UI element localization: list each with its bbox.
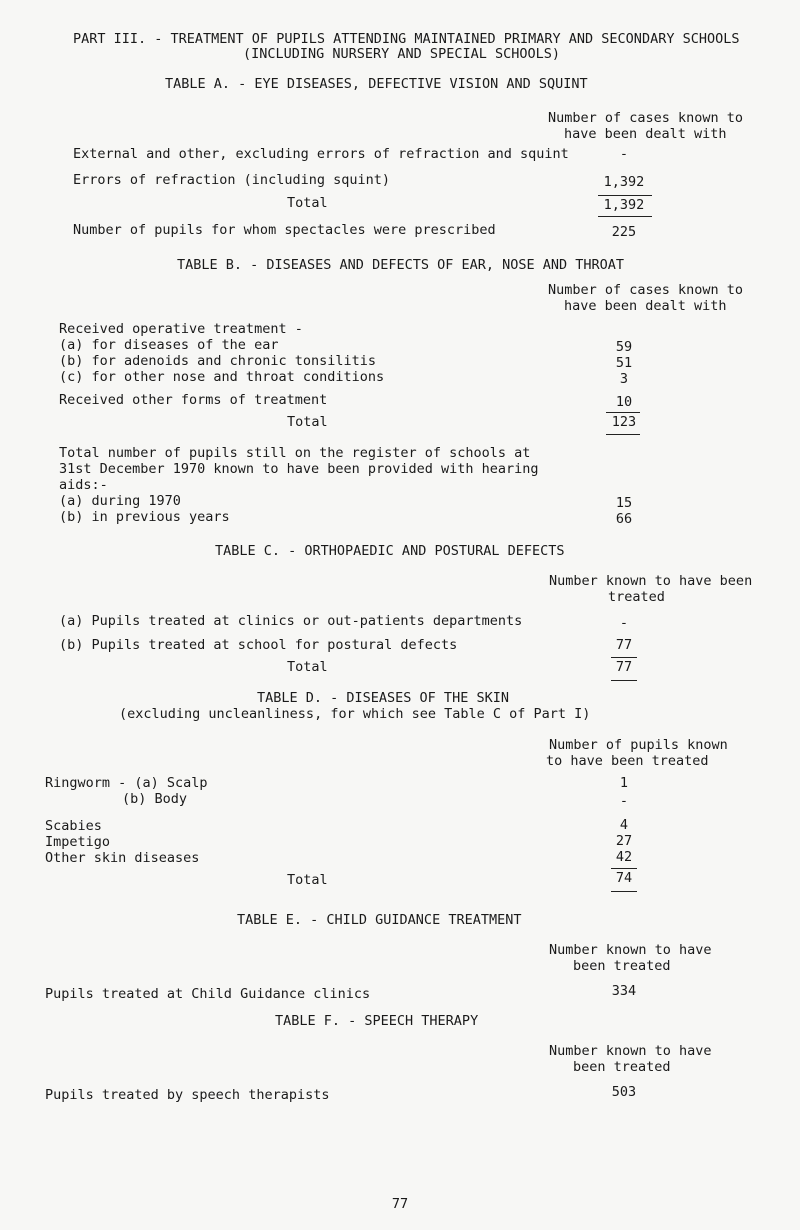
page-number: 77 <box>391 1196 409 1212</box>
table-c-row-label: (a) Pupils treated at clinics or out-patients departments <box>59 613 523 629</box>
table-b-hearing-text: Total number of pupils still on the register of schools at <box>59 445 531 461</box>
table-c-total-label: Total <box>287 659 328 675</box>
total-rule <box>611 657 637 658</box>
table-b-hearing-row-value: 66 <box>615 511 633 527</box>
table-e-title: TABLE E. - CHILD GUIDANCE TREATMENT <box>237 912 522 928</box>
table-d-row-label: Other skin diseases <box>45 850 200 866</box>
table-a-row-value: 1,392 <box>603 174 645 190</box>
total-rule <box>598 216 652 217</box>
table-b-hearing-text: aids:- <box>59 477 108 493</box>
table-e-row-value: 334 <box>611 983 637 999</box>
table-c-column-heading: treated <box>608 589 665 605</box>
table-b-hearing-row-value: 15 <box>615 495 633 511</box>
table-c-row-value: 77 <box>615 637 633 653</box>
table-a-row-value: - <box>619 146 629 162</box>
table-d-subtitle: (excluding uncleanliness, for which see Table C of Part I) <box>119 706 591 722</box>
table-a-spectacles-value: 225 <box>611 224 637 240</box>
total-rule <box>611 680 637 681</box>
table-d-row-value: 42 <box>615 849 633 865</box>
table-b-row-value: 3 <box>619 371 629 387</box>
total-rule <box>606 412 640 413</box>
table-d-title: TABLE D. - DISEASES OF THE SKIN <box>257 690 509 706</box>
table-a-spectacles-label: Number of pupils for whom spectacles were prescribed <box>73 222 496 238</box>
total-rule <box>611 891 637 892</box>
table-b-column-heading: have been dealt with <box>564 298 727 314</box>
table-a-column-heading: have been dealt with <box>564 126 727 142</box>
table-b-row-label: (b) for adenoids and chronic tonsilitis <box>59 353 376 369</box>
table-b-hearing-row-label: (b) in previous years <box>59 509 230 525</box>
total-rule <box>598 195 652 196</box>
table-e-row-label: Pupils treated at Child Guidance clinics <box>45 986 371 1002</box>
table-f-title: TABLE F. - SPEECH THERAPY <box>275 1013 479 1029</box>
table-b-other-label: Received other forms of treatment <box>59 392 328 408</box>
table-b-row-value: 59 <box>615 339 633 355</box>
part-subheading: (INCLUDING NURSERY AND SPECIAL SCHOOLS) <box>243 46 560 62</box>
table-a-total-label: Total <box>287 195 328 211</box>
table-b-hearing-text: 31st December 1970 known to have been provided with hearing <box>59 461 539 477</box>
table-c-total-value: 77 <box>615 659 633 675</box>
table-b-row-value: 51 <box>615 355 633 371</box>
table-d-ringworm-label: (b) Body <box>122 791 188 807</box>
total-rule <box>611 868 637 869</box>
table-d-ringworm-value: - <box>619 793 629 809</box>
table-d-column-heading: Number of pupils known <box>549 737 728 753</box>
table-a-column-heading: Number of cases known to <box>548 110 744 126</box>
table-f-row-label: Pupils treated by speech therapists <box>45 1087 330 1103</box>
table-c-title: TABLE C. - ORTHOPAEDIC AND POSTURAL DEFECTS <box>215 543 565 559</box>
table-d-row-value: 4 <box>619 817 629 833</box>
table-c-column-heading: Number known to have been <box>549 573 753 589</box>
table-b-row-label: (c) for other nose and throat conditions <box>59 369 385 385</box>
table-d-ringworm-value: 1 <box>619 775 629 791</box>
table-d-column-heading: to have been treated <box>546 753 709 769</box>
table-d-ringworm-label: Ringworm - (a) Scalp <box>45 775 208 791</box>
part-heading: PART III. - TREATMENT OF PUPILS ATTENDING MAINTAINED PRIMARY AND SECONDARY SCHOOLS <box>73 31 740 47</box>
table-a-row-label: External and other, excluding errors of refraction and squint <box>73 146 569 162</box>
table-b-total-label: Total <box>287 414 328 430</box>
table-b-hearing-row-label: (a) during 1970 <box>59 493 181 509</box>
table-b-other-value: 10 <box>615 394 633 410</box>
table-d-row-value: 27 <box>615 833 633 849</box>
table-d-row-label: Scabies <box>45 818 102 834</box>
table-b-column-heading: Number of cases known to <box>548 282 744 298</box>
table-f-column-heading: Number known to have <box>549 1043 712 1059</box>
table-d-row-label: Impetigo <box>45 834 111 850</box>
table-a-row-label: Errors of refraction (including squint) <box>73 172 390 188</box>
total-rule <box>606 434 640 435</box>
table-b-title: TABLE B. - DISEASES AND DEFECTS OF EAR, NOSE AND THROAT <box>177 257 625 273</box>
table-a-title: TABLE A. - EYE DISEASES, DEFECTIVE VISION AND SQUINT <box>165 76 588 92</box>
table-a-total-value: 1,392 <box>603 197 645 213</box>
table-b-total-value: 123 <box>611 414 637 430</box>
table-b-operative-label: Received operative treatment - <box>59 321 303 337</box>
table-f-column-heading: been treated <box>573 1059 671 1075</box>
table-c-row-value: - <box>619 615 629 631</box>
table-c-row-label: (b) Pupils treated at school for postural defects <box>59 637 458 653</box>
table-f-row-value: 503 <box>611 1084 637 1100</box>
table-b-row-label: (a) for diseases of the ear <box>59 337 279 353</box>
table-d-total-value: 74 <box>615 870 633 886</box>
table-e-column-heading: been treated <box>573 958 671 974</box>
table-d-total-label: Total <box>287 872 328 888</box>
table-e-column-heading: Number known to have <box>549 942 712 958</box>
